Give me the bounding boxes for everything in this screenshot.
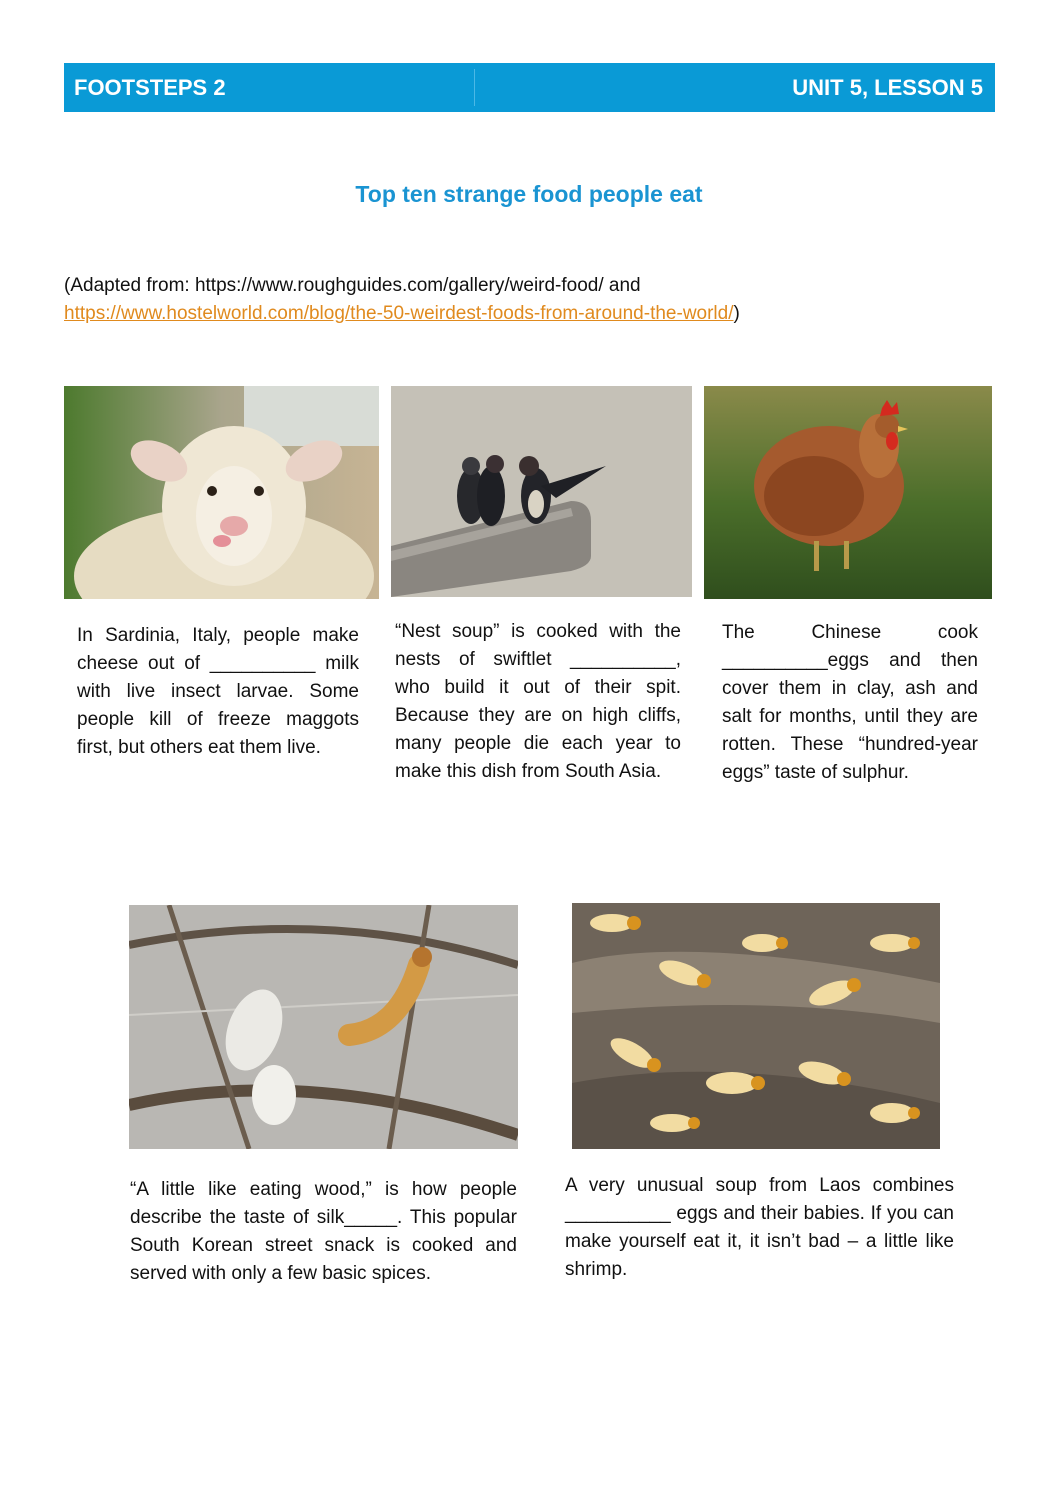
caption-nest-soup: “Nest soup” is cooked with the nests of swiftlet __________, who build it out of their spit. Because they are on high cliffs, many people die each year to make this dish from South Asia. <box>395 621 681 782</box>
caption-sheep-cheese: In Sardinia, Italy, people make cheese out of __________ milk with live insect larvae. Some people kill of freeze maggots first, but others eat them live. <box>77 625 359 758</box>
hen-photo <box>704 386 992 599</box>
course-title: FOOTSTEPS 2 <box>74 75 226 100</box>
header-divider <box>474 69 475 106</box>
source-link[interactable]: https://www.hostelworld.com/blog/the-50-weirdest-foods-from-around-the-world/ <box>64 303 734 324</box>
swiftlet-photo <box>391 386 692 597</box>
ants-photo <box>572 903 940 1149</box>
caption-hundred-year-eggs: The Chinese cook __________eggs and then cover them in clay, ash and salt for months, until they are rotten. These “hundred-year eggs” taste of sulphur. <box>722 622 978 783</box>
source-prefix: (Adapted from: https://www.roughguides.com/gallery/weird-food/ and <box>64 275 641 296</box>
page-title: Top ten strange food people eat <box>355 181 703 207</box>
source-suffix: ) <box>733 303 740 324</box>
lesson-label: UNIT 5, LESSON 5 <box>792 75 983 100</box>
header-bar <box>64 63 995 112</box>
caption-silkworm-snack: “A little like eating wood,” is how people describe the taste of silk_____. This popular South Korean street snack is cooked and served with only a few basic spices. <box>130 1179 517 1284</box>
silkworm-photo <box>129 905 518 1149</box>
source-citation <box>64 272 740 328</box>
sheep-photo <box>64 386 379 599</box>
caption-ant-egg-soup: A very unusual soup from Laos combines __________ eggs and their babies. If you can make yourself eat it, it isn’t bad – a little like shrimp. <box>565 1175 954 1280</box>
